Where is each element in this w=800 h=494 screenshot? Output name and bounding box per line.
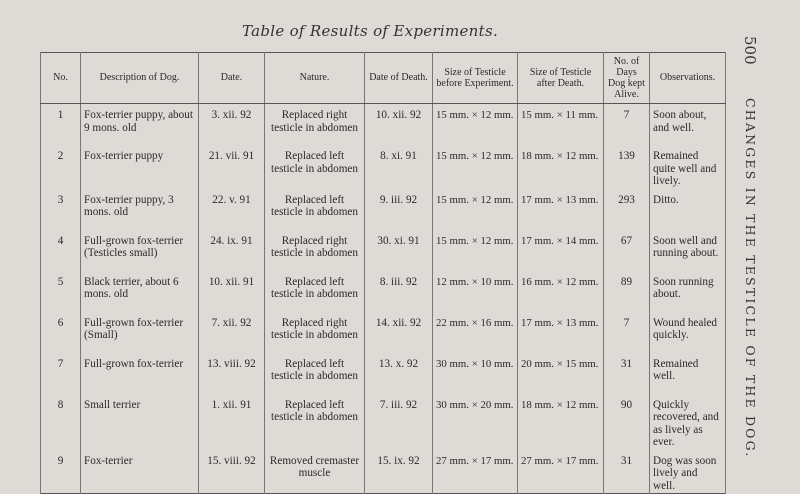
cell-date-of-death: 8. iii. 92: [365, 271, 433, 312]
cell-days: 293: [604, 189, 650, 230]
cell-date: 7. xii. 92: [199, 312, 265, 353]
table-row: [41, 394, 726, 450]
cell-size-before: 15 mm. × 12 mm.: [433, 145, 518, 189]
cell-days: 7: [604, 312, 650, 353]
table-row: [41, 450, 726, 494]
cell-nature: Removed cremaster muscle: [265, 450, 365, 494]
cell-description: Fox-terrier puppy, about 9 mons. old: [81, 104, 199, 146]
cell-date-of-death: 9. iii. 92: [365, 189, 433, 230]
cell-nature: Replaced left testicle in abdomen: [265, 353, 365, 394]
cell-size-before: 15 mm. × 12 mm.: [433, 104, 518, 146]
cell-size-after: 17 mm. × 13 mm.: [518, 312, 604, 353]
header-size-before: Size of Testicle before Experiment.: [433, 53, 518, 104]
cell-observations: Quickly recovered, and as lively as ever.: [650, 394, 726, 450]
cell-description: Black terrier, about 6 mons. old: [81, 271, 199, 312]
cell-no: 1: [41, 104, 81, 146]
header-observations: Observations.: [650, 53, 726, 104]
table-row: [41, 312, 726, 353]
header-description: Description of Dog.: [81, 53, 199, 104]
cell-no: 2: [41, 145, 81, 189]
header-nature: Nature.: [265, 53, 365, 104]
cell-nature: Replaced right testicle in abdomen: [265, 230, 365, 271]
cell-nature: Replaced left testicle in abdomen: [265, 394, 365, 450]
cell-nature: Replaced left testicle in abdomen: [265, 189, 365, 230]
table-row: [41, 145, 726, 189]
cell-nature: Replaced left testicle in abdomen: [265, 145, 365, 189]
cell-no: 8: [41, 394, 81, 450]
cell-size-before: 15 mm. × 12 mm.: [433, 189, 518, 230]
cell-size-after: 18 mm. × 12 mm.: [518, 394, 604, 450]
header-row: [41, 53, 726, 104]
cell-no: 6: [41, 312, 81, 353]
cell-date: 24. ix. 91: [199, 230, 265, 271]
table-row: [41, 271, 726, 312]
cell-date: 1. xii. 91: [199, 394, 265, 450]
cell-description: Small terrier: [81, 394, 199, 450]
cell-days: 31: [604, 353, 650, 394]
cell-size-before: 27 mm. × 17 mm.: [433, 450, 518, 494]
cell-size-before: 15 mm. × 12 mm.: [433, 230, 518, 271]
header-date: Date.: [199, 53, 265, 104]
cell-no: 3: [41, 189, 81, 230]
cell-date: 22. v. 91: [199, 189, 265, 230]
cell-no: 5: [41, 271, 81, 312]
cell-size-after: 20 mm. × 15 mm.: [518, 353, 604, 394]
cell-days: 89: [604, 271, 650, 312]
page-title: Table of Results of Experiments.: [241, 22, 499, 40]
cell-days: 67: [604, 230, 650, 271]
cell-date-of-death: 30. xi. 91: [365, 230, 433, 271]
cell-date-of-death: 7. iii. 92: [365, 394, 433, 450]
cell-nature: Replaced right testicle in abdomen: [265, 312, 365, 353]
cell-observations: Soon running about.: [650, 271, 726, 312]
cell-observations: Soon about, and well.: [650, 104, 726, 146]
cell-date: 13. viii. 92: [199, 353, 265, 394]
cell-size-after: 27 mm. × 17 mm.: [518, 450, 604, 494]
table-row: [41, 189, 726, 230]
cell-days: 31: [604, 450, 650, 494]
results-table: [40, 52, 726, 494]
cell-description: Full-grown fox-terrier: [81, 353, 199, 394]
cell-observations: Remained well.: [650, 353, 726, 394]
cell-size-before: 12 mm. × 10 mm.: [433, 271, 518, 312]
cell-description: Fox-terrier puppy: [81, 145, 199, 189]
cell-nature: Replaced right testicle in abdomen: [265, 104, 365, 146]
cell-observations: Remained quite well and lively.: [650, 145, 726, 189]
header-size-after: Size of Testicle after Death.: [518, 53, 604, 104]
table-row: [41, 353, 726, 394]
cell-nature: Replaced left testicle in abdomen: [265, 271, 365, 312]
cell-date: 10. xii. 91: [199, 271, 265, 312]
header-date-of-death: Date of Death.: [365, 53, 433, 104]
cell-date-of-death: 8. xi. 91: [365, 145, 433, 189]
cell-date-of-death: 13. x. 92: [365, 353, 433, 394]
cell-size-after: 18 mm. × 12 mm.: [518, 145, 604, 189]
cell-date-of-death: 14. xii. 92: [365, 312, 433, 353]
cell-days: 7: [604, 104, 650, 146]
running-head: CHANGES IN THE TESTICLE OF THE DOG.: [743, 98, 758, 459]
cell-date: 3. xii. 92: [199, 104, 265, 146]
cell-days: 90: [604, 394, 650, 450]
cell-size-after: 17 mm. × 14 mm.: [518, 230, 604, 271]
cell-description: Full-grown fox-terrier (Testicles small): [81, 230, 199, 271]
table-row: [41, 230, 726, 271]
header-days: No. of Days Dog kept Alive.: [604, 53, 650, 104]
cell-size-after: 15 mm. × 11 mm.: [518, 104, 604, 146]
cell-size-before: 22 mm. × 16 mm.: [433, 312, 518, 353]
cell-date: 21. vii. 91: [199, 145, 265, 189]
cell-size-before: 30 mm. × 10 mm.: [433, 353, 518, 394]
cell-observations: Dog was soon lively and well.: [650, 450, 726, 494]
cell-days: 139: [604, 145, 650, 189]
cell-observations: Wound healed quickly.: [650, 312, 726, 353]
cell-no: 4: [41, 230, 81, 271]
cell-observations: Ditto.: [650, 189, 726, 230]
cell-description: Full-grown fox-terrier (Small): [81, 312, 199, 353]
cell-observations: Soon well and running about.: [650, 230, 726, 271]
header-no: No.: [41, 53, 81, 104]
cell-no: 9: [41, 450, 81, 494]
cell-size-before: 30 mm. × 20 mm.: [433, 394, 518, 450]
cell-size-after: 16 mm. × 12 mm.: [518, 271, 604, 312]
cell-description: Fox-terrier puppy, 3 mons. old: [81, 189, 199, 230]
table-row: [41, 104, 726, 146]
cell-description: Fox-terrier: [81, 450, 199, 494]
cell-size-after: 17 mm. × 13 mm.: [518, 189, 604, 230]
cell-no: 7: [41, 353, 81, 394]
cell-date: 15. viii. 92: [199, 450, 265, 494]
page-number: 500: [741, 36, 759, 65]
cell-date-of-death: 15. ix. 92: [365, 450, 433, 494]
cell-date-of-death: 10. xii. 92: [365, 104, 433, 146]
